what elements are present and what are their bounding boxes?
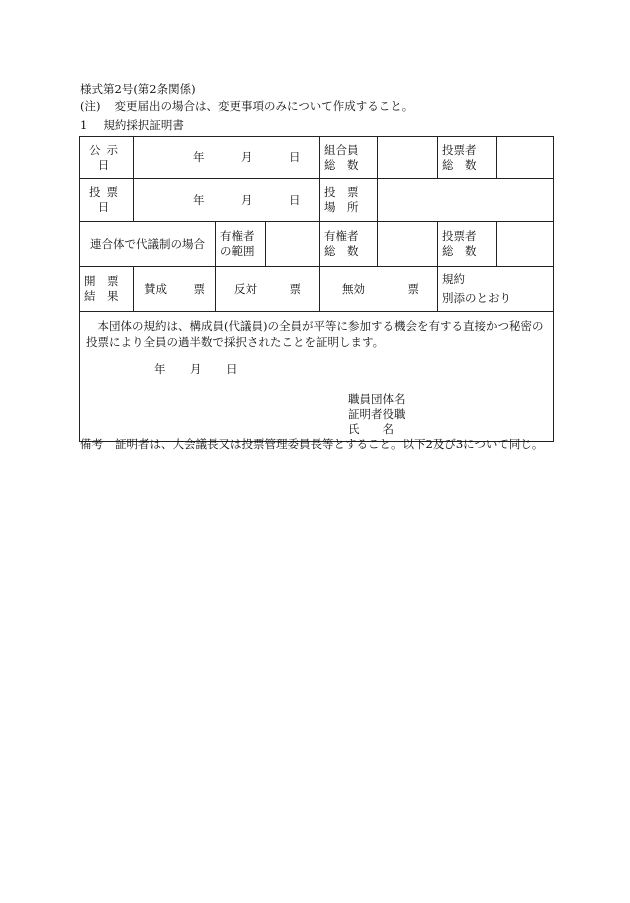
certification-text: 本団体の規約は、構成員(代議員)の全員が平等に参加する機会を有する直接かつ秘密の投票により全員の過半数で採択されたことを証明します。 <box>86 319 544 349</box>
section-number: 1 <box>80 118 88 132</box>
federation-label: 連合体で代議制の場合 <box>90 236 205 251</box>
vote-day-label: 投票日 <box>89 185 124 214</box>
certification-form-table <box>79 136 554 442</box>
eligible-total-line2: 総 数 <box>324 244 359 258</box>
eligible-range-value-cell <box>266 222 320 267</box>
section-heading <box>80 118 184 132</box>
vote-day-label-cell <box>80 179 134 222</box>
place-label-cell <box>320 179 378 222</box>
eligible-total-line1: 有権者 <box>324 229 359 243</box>
place-label-line1: 投 票 <box>324 185 359 199</box>
note-text: 変更届出の場合は、変更事項のみについて作成すること。 <box>114 99 414 113</box>
fed-voters-value-cell <box>497 222 554 267</box>
row-vote-day <box>80 179 554 222</box>
certification-date <box>154 362 547 377</box>
row-certification <box>80 312 554 442</box>
cert-day: 日 <box>226 362 238 376</box>
org-name-label: 職員団体名 <box>348 392 406 406</box>
voters-label-line2: 総 数 <box>442 157 477 172</box>
cert-year: 年 <box>154 362 166 376</box>
vote-year: 年 <box>193 192 205 207</box>
count-label-line2: 結 果 <box>84 289 119 303</box>
members-label-line2: 総 数 <box>324 157 359 172</box>
note-prefix: (注) <box>80 99 101 113</box>
rules-cell <box>438 267 554 312</box>
eligible-range-line1: 有権者 <box>220 229 255 243</box>
remark-text: 証明者は、大会議長又は投票管理委員長等とすること。以下2及び3について同じ。 <box>115 437 544 451</box>
yes-votes-cell <box>134 267 216 312</box>
vote-month: 月 <box>241 192 253 207</box>
voters-label-line1: 投票者 <box>442 142 477 157</box>
yes-unit: 票 <box>193 281 205 296</box>
row-federation <box>80 222 554 267</box>
eligible-range-line2: の範囲 <box>220 244 255 258</box>
count-label-cell <box>80 267 134 312</box>
row-count-result <box>80 267 554 312</box>
no-label: 反対 <box>234 281 257 296</box>
vote-date-cell <box>134 179 320 222</box>
announce-month: 月 <box>241 150 253 164</box>
fed-voters-line2: 総 数 <box>442 244 477 258</box>
members-label-line1: 組合員 <box>324 142 359 157</box>
form-number: 様式第2号(第2条関係) <box>80 82 196 96</box>
row-announce <box>80 137 554 179</box>
note-line <box>80 99 413 113</box>
cert-month: 月 <box>190 362 202 376</box>
count-label-line1: 開 票 <box>84 274 119 288</box>
voters-label-cell <box>438 137 497 179</box>
eligible-range-label-cell <box>216 222 266 267</box>
federation-label-cell <box>80 222 216 267</box>
fed-voters-label-cell <box>438 222 497 267</box>
invalid-unit: 票 <box>407 281 420 296</box>
announce-day: 日 <box>289 150 301 164</box>
place-label-line2: 場 所 <box>324 200 359 214</box>
rules-label: 規約 <box>442 272 466 286</box>
fed-voters-line1: 投票者 <box>442 229 477 243</box>
invalid-votes-cell <box>320 267 438 312</box>
yes-label: 賛成 <box>144 281 167 296</box>
signer-block <box>348 392 547 437</box>
announce-date-cell <box>134 137 320 179</box>
remark-prefix: 備考 <box>80 437 103 451</box>
invalid-label: 無効 <box>342 281 366 296</box>
announce-label-cell <box>80 137 134 179</box>
no-unit: 票 <box>289 281 302 296</box>
place-value-cell <box>378 179 554 222</box>
no-votes-cell <box>216 267 320 312</box>
section-title: 規約採択証明書 <box>103 118 184 132</box>
signer-name-label: 氏 名 <box>348 422 394 436</box>
members-label-cell <box>320 137 378 179</box>
certification-cell <box>80 312 554 442</box>
members-value-cell <box>378 137 438 179</box>
vote-day: 日 <box>289 192 301 207</box>
announce-label: 公示日 <box>89 142 124 172</box>
voters-value-cell <box>497 137 554 179</box>
rules-value: 別添のとおり <box>442 291 512 305</box>
announce-year: 年 <box>193 150 205 164</box>
certifier-title-label: 証明者役職 <box>348 407 406 421</box>
remark-line <box>80 437 543 451</box>
eligible-total-value-cell <box>378 222 438 267</box>
eligible-total-label-cell <box>320 222 378 267</box>
